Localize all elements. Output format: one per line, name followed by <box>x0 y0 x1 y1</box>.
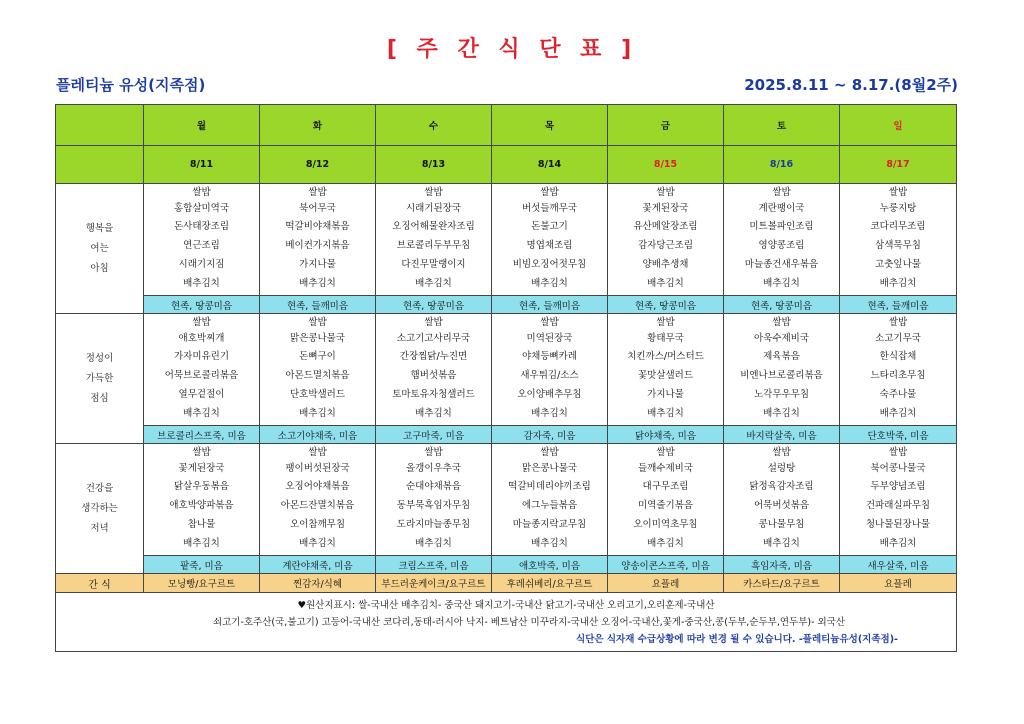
dish-item: 다진무말랭이지 <box>401 258 466 270</box>
notes-cell <box>56 593 957 652</box>
dish-item: 소고기무국 <box>875 332 921 344</box>
dish-item: 연근조림 <box>183 240 220 252</box>
dish-item: 배추김치 <box>647 277 684 289</box>
dish-item: 쌀밥 <box>424 186 443 198</box>
porridge-cell: 단호박죽, 미음 <box>840 426 957 444</box>
dish-item: 에그누들볶음 <box>521 500 578 512</box>
porridge-row <box>56 556 957 574</box>
dish-item: 간장찜닭/누진면 <box>399 351 468 363</box>
dish-cell <box>492 444 608 556</box>
dish-item: 누룽지탕 <box>879 202 917 214</box>
dish-item: 북어콩나물국 <box>870 462 926 474</box>
day-name-cell: 수 <box>376 105 492 146</box>
porridge-cell: 브로콜리스프죽, 미음 <box>144 426 260 444</box>
dish-item: 아욱수제비국 <box>753 332 810 344</box>
porridge-cell: 닭야채죽, 미음 <box>608 426 724 444</box>
dish-item: 쌀밥 <box>656 446 675 458</box>
dish-cell <box>144 314 260 426</box>
dish-item: 쌀밥 <box>888 446 908 458</box>
meal-label-line: 가득한 <box>85 372 114 384</box>
change-notice: 식단은 식자재 수급상황에 따라 변경 될 수 있습니다. -플레티늄유성(지족점)- <box>576 633 898 645</box>
meal-label-line: 행복을 <box>85 222 114 234</box>
dish-item: 배추김치 <box>415 407 452 419</box>
dish-item: 햄버섯볶음 <box>410 370 457 382</box>
meal-label <box>56 314 144 444</box>
dish-item: 닭정육감자조림 <box>749 481 814 493</box>
dish-item: 토마토유자청샐러드 <box>392 388 475 400</box>
dish-cell <box>260 314 376 426</box>
dish-cell <box>724 314 840 426</box>
dish-item: 감자당근조림 <box>637 240 694 252</box>
dish-item: 소고기고사리무국 <box>396 332 471 344</box>
dish-item: 쌀밥 <box>540 446 559 458</box>
dish-cell <box>260 444 376 556</box>
header-corner <box>56 146 144 184</box>
porridge-cell: 새우살죽, 미음 <box>840 556 957 574</box>
dish-item: 삼색묵무침 <box>875 240 921 252</box>
porridge-cell: 바지락살죽, 미음 <box>724 426 840 444</box>
dish-cell <box>144 444 260 556</box>
dish-item: 배추김치 <box>183 277 220 289</box>
date-header-row <box>56 146 957 184</box>
dish-item: 배추김치 <box>531 407 568 419</box>
day-name-cell: 월 <box>144 105 260 146</box>
dish-item: 돈사태장조림 <box>173 221 230 233</box>
dish-cell <box>840 184 957 296</box>
meal-label-line: 점심 <box>90 392 109 404</box>
dish-item: 애호박찌개 <box>178 332 225 344</box>
day-name-cell: 목 <box>492 105 608 146</box>
dish-item: 배추김치 <box>299 277 336 289</box>
dish-item: 북어무국 <box>299 202 336 214</box>
page-title: [ 주 간 식 단 표 ] <box>386 37 638 62</box>
dish-item: 배추김치 <box>183 537 220 549</box>
dish-item: 배추김치 <box>879 277 917 289</box>
dish-item: 황태무국 <box>647 332 684 344</box>
dish-cell <box>608 184 724 296</box>
dish-item: 시래기된장국 <box>405 202 462 214</box>
date-cell: 8/13 <box>376 146 492 184</box>
snack-cell: 찐감자/식혜 <box>260 574 376 593</box>
notes-row <box>56 593 957 652</box>
dish-item: 쌀밥 <box>540 186 559 198</box>
snack-cell: 카스타드/요구르트 <box>724 574 840 593</box>
dish-item: 쌀밥 <box>656 316 675 328</box>
porridge-cell: 감자죽, 미음 <box>492 426 608 444</box>
porridge-cell: 현족, 땅콩미음 <box>376 296 492 314</box>
dish-item: 오징어야채볶음 <box>285 481 350 493</box>
dish-item: 아몬드멸치볶음 <box>285 370 350 382</box>
day-name-cell: 일 <box>840 105 957 146</box>
day-header-row <box>56 105 957 146</box>
dish-item: 애호박양파볶음 <box>169 500 234 512</box>
dish-item: 배추김치 <box>647 407 684 419</box>
dish-item: 대구무조림 <box>642 481 689 493</box>
dish-item: 마늘종건새우볶음 <box>744 258 819 270</box>
dish-cell <box>376 444 492 556</box>
dish-item: 쌀밥 <box>540 316 559 328</box>
dish-item: 배추김치 <box>647 537 684 549</box>
dish-cell <box>492 184 608 296</box>
dish-item: 쌀밥 <box>424 446 443 458</box>
dish-item: 느타리초무침 <box>870 370 926 382</box>
meal-label-line: 아침 <box>90 262 109 274</box>
dish-item: 쌀밥 <box>192 186 211 198</box>
dish-item: 배추김치 <box>299 537 336 549</box>
porridge-cell: 고구마죽, 미음 <box>376 426 492 444</box>
dish-item: 팽이버섯된장국 <box>285 462 350 474</box>
dish-item: 오이양배추무침 <box>517 388 582 400</box>
dish-item: 쌀밥 <box>308 186 327 198</box>
snack-cell: 후레쉬베리/요구르트 <box>492 574 608 593</box>
dish-item: 배추김치 <box>415 537 452 549</box>
porridge-cell: 소고기야채죽, 미음 <box>260 426 376 444</box>
dish-cell <box>492 314 608 426</box>
dish-item: 오이참깨무침 <box>289 518 346 530</box>
dish-item: 떡갈비야채볶음 <box>285 221 350 233</box>
dish-cell <box>840 314 957 426</box>
dish-item: 배추김치 <box>879 537 917 549</box>
dish-item: 열무겉절이 <box>178 388 225 400</box>
dish-item: 베이컨가지볶음 <box>285 240 350 252</box>
dish-item: 배추김치 <box>763 277 800 289</box>
date-cell: 8/15 <box>608 146 724 184</box>
dish-item: 올갱이우추국 <box>405 462 462 474</box>
dish-item: 미역된장국 <box>526 332 573 344</box>
porridge-cell: 현족, 들깨미음 <box>260 296 376 314</box>
dish-item: 쌀밥 <box>888 186 908 198</box>
dish-cell <box>840 444 957 556</box>
dish-item: 청나물된장나물 <box>865 518 931 530</box>
dish-item: 코다리무조림 <box>870 221 926 233</box>
dish-item: 숙주나물 <box>879 388 917 400</box>
dish-item: 배추김치 <box>415 277 452 289</box>
dish-item: 두부양념조림 <box>870 481 926 493</box>
dish-item: 쌀밥 <box>656 186 675 198</box>
porridge-cell: 애호박죽, 미음 <box>492 556 608 574</box>
weekly-menu-table <box>55 104 957 652</box>
dish-item: 맑은콩나물국 <box>521 462 578 474</box>
dish-item: 새우튀김/소스 <box>520 370 579 382</box>
dish-item: 비빔오징어젓무침 <box>512 258 587 270</box>
porridge-cell: 흑임자죽, 미음 <box>724 556 840 574</box>
dish-item: 버섯들깨무국 <box>521 202 578 214</box>
dish-item: 쌀밥 <box>772 446 791 458</box>
dish-item: 노각무우무침 <box>753 388 810 400</box>
dish-item: 유산메알장조림 <box>633 221 698 233</box>
meal-label-line: 생각하는 <box>81 502 118 514</box>
store-name: 플레티늄 유성(지족점) <box>56 76 206 94</box>
dish-item: 건파래실파무침 <box>865 500 931 512</box>
meal-label-line: 여는 <box>90 242 109 254</box>
dish-item: 쌀밥 <box>308 316 327 328</box>
dish-item: 쌀밥 <box>772 186 791 198</box>
dish-item: 가지나물 <box>647 388 684 400</box>
date-cell: 8/16 <box>724 146 840 184</box>
snack-label: 간 식 <box>56 574 144 593</box>
dish-item: 어묵브로콜리볶음 <box>164 370 239 382</box>
dish-item: 제육볶음 <box>763 351 800 363</box>
dish-item: 마늘종지락교무침 <box>512 518 587 530</box>
dish-cell <box>144 184 260 296</box>
meal-row <box>56 444 957 556</box>
dish-item: 고춧잎나물 <box>875 258 921 270</box>
dish-item: 브로콜리두부무침 <box>396 240 471 252</box>
porridge-cell: 현족, 들깨미음 <box>840 296 957 314</box>
dish-item: 오이미역초무침 <box>633 518 698 530</box>
dish-item: 쌀밥 <box>888 316 908 328</box>
dish-item: 야채등뼈카레 <box>521 351 578 363</box>
date-cell: 8/12 <box>260 146 376 184</box>
dish-item: 치킨까스/머스터드 <box>627 351 704 363</box>
meal-label-line: 건강을 <box>85 482 114 494</box>
header-corner <box>56 105 144 146</box>
date-cell: 8/11 <box>144 146 260 184</box>
dish-item: 오징어해물완자조림 <box>392 221 475 233</box>
dish-item: 돈뼈구이 <box>299 351 336 363</box>
dish-item: 가자미유린기 <box>173 351 230 363</box>
dish-item: 도라지마늘종무침 <box>396 518 471 530</box>
snack-row <box>56 574 957 593</box>
porridge-cell: 현족, 땅콩미음 <box>608 296 724 314</box>
date-cell: 8/17 <box>840 146 957 184</box>
dish-item: 양배추생채 <box>642 258 689 270</box>
dish-item: 콩나물무침 <box>758 518 805 530</box>
dish-item: 미트볼파인조림 <box>749 221 814 233</box>
dish-item: 단호박샐러드 <box>289 388 346 400</box>
dish-cell <box>724 444 840 556</box>
dish-item: 쌀밥 <box>192 446 211 458</box>
dish-item: 배추김치 <box>531 537 568 549</box>
dish-cell <box>608 314 724 426</box>
dish-item: 가지나물 <box>299 258 336 270</box>
meal-label <box>56 184 144 314</box>
meal-row <box>56 184 957 296</box>
porridge-row <box>56 426 957 444</box>
dish-item: 쌀밥 <box>192 316 211 328</box>
porridge-cell: 현족, 땅콩미음 <box>144 296 260 314</box>
dish-item: 설렁탕 <box>767 462 796 474</box>
dish-item: 꽃맛살샐러드 <box>637 370 694 382</box>
snack-cell: 요플레 <box>840 574 957 593</box>
porridge-cell: 계란야채죽, 미음 <box>260 556 376 574</box>
dish-item: 아몬드잔멸치볶음 <box>280 500 355 512</box>
meal-label <box>56 444 144 574</box>
dish-item: 배추김치 <box>763 537 800 549</box>
date-cell: 8/14 <box>492 146 608 184</box>
dish-item: 계란팽이국 <box>758 202 805 214</box>
day-name-cell: 토 <box>724 105 840 146</box>
porridge-row <box>56 296 957 314</box>
dish-item: 어묵버섯볶음 <box>753 500 810 512</box>
dish-cell <box>260 184 376 296</box>
dish-item: 쌀밥 <box>308 446 327 458</box>
day-name-cell: 금 <box>608 105 724 146</box>
dish-item: 참나물 <box>187 518 216 530</box>
dish-item: 명엽채조림 <box>526 240 573 252</box>
dish-item: 영양콩조림 <box>758 240 805 252</box>
dish-item: 미역줄기볶음 <box>637 500 694 512</box>
dish-item: 순대야채볶음 <box>405 481 462 493</box>
dish-cell <box>376 314 492 426</box>
porridge-cell: 크림스프죽, 미음 <box>376 556 492 574</box>
dish-cell <box>724 184 840 296</box>
dish-item: 배추김치 <box>531 277 568 289</box>
dish-item: 배추김치 <box>763 407 800 419</box>
dish-item: 홍합살미역국 <box>173 202 230 214</box>
dish-item: 들깨수제비국 <box>637 462 694 474</box>
day-name-cell: 화 <box>260 105 376 146</box>
dish-item: 배추김치 <box>183 407 220 419</box>
dish-item: 배추김치 <box>879 407 917 419</box>
porridge-cell: 현족, 땅콩미음 <box>724 296 840 314</box>
porridge-cell: 양송이콘스프죽, 미음 <box>608 556 724 574</box>
dish-item: 꽃게된장국 <box>642 202 689 214</box>
dish-item: 시래기지짐 <box>178 258 225 270</box>
snack-cell: 요플레 <box>608 574 724 593</box>
dish-item: 꽃게된장국 <box>178 462 225 474</box>
dish-item: 동부묵흑임자무침 <box>396 500 471 512</box>
dish-item: 떡갈비데리야끼조림 <box>508 481 591 493</box>
dish-item: 한식잡채 <box>879 351 917 363</box>
porridge-cell: 현족, 들깨미음 <box>492 296 608 314</box>
snack-cell: 모닝빵/요구르트 <box>144 574 260 593</box>
dish-cell <box>608 444 724 556</box>
meal-row <box>56 314 957 426</box>
dish-item: 배추김치 <box>299 407 336 419</box>
dish-item: 맑은콩나물국 <box>289 332 346 344</box>
origin-note-2: 쇠고기-호주산(국,불고기) 고등어-국내산 코다리,동태-러시아 낙지- 베트남산 미꾸라지-국내산 오징어-국내산,꽃게-중국산,콩(두부,순두부,연두부)- 외국산 <box>212 616 846 628</box>
dish-item: 비엔나브로콜리볶음 <box>740 370 823 382</box>
dish-item: 돈불고기 <box>531 221 568 233</box>
meal-label-line: 정성이 <box>85 352 114 364</box>
menu-period: 2025.8.11 ~ 8.17.(8월2주) <box>744 76 958 94</box>
dish-cell <box>376 184 492 296</box>
porridge-cell: 팥죽, 미음 <box>144 556 260 574</box>
dish-item: 닭살우동볶음 <box>173 481 230 493</box>
origin-note-1: ♥원산지표시: 쌀-국내산 배추김치- 중국산 돼지고기-국내산 닭고기-국내산 오리고기,오리훈제-국내산 <box>297 599 715 611</box>
dish-item: 쌀밥 <box>772 316 791 328</box>
snack-cell: 부드러운케이크/요구르트 <box>376 574 492 593</box>
dish-item: 쌀밥 <box>424 316 443 328</box>
meal-label-line: 저녁 <box>90 522 109 534</box>
